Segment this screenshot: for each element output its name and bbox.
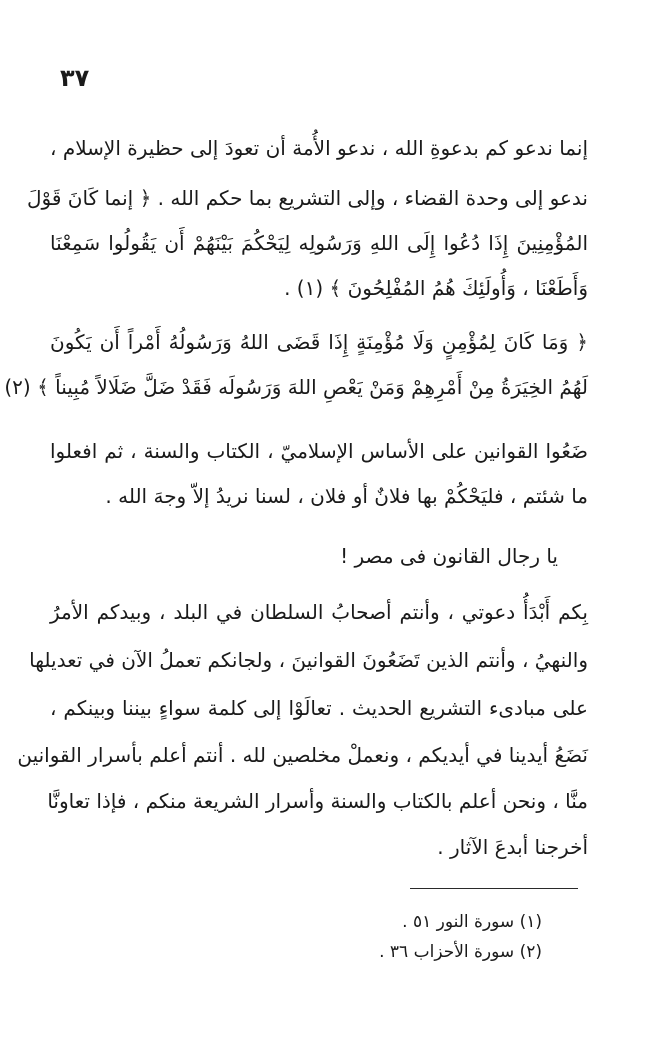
footnote: (٢) سورة الأحزاب ٣٦ . xyxy=(379,942,542,962)
text-line: على مبادىء التشريع الحديث . تعالَوْا إلى كلمة سواءٍ بيننا وبينكم ، xyxy=(50,696,588,720)
text-line: ضَعُوا القوانين على الأساس الإسلاميّ ، الكتاب والسنة ، ثم افعلوا xyxy=(50,439,588,463)
footnote: (١) سورة النور ٥١ . xyxy=(402,912,542,932)
text-line: إنما ندعو كم بدعوةِ الله ، ندعو الأُمة أن تعودَ إلى حظيرة الإسلام ، xyxy=(50,136,588,160)
text-line: نَضَعُ أيدينا في أيديكم ، ونعملْ مخلصين لله . أنتم أعلم بأسرار القوانين xyxy=(17,743,588,767)
text-line: ما شئتم ، فليَحْكُمْ بها فلانٌ أو فلان ، لسنا نريدُ إلاّ وجهَ الله . xyxy=(105,484,588,508)
section-heading: يا رجال القانون فى مصر ! xyxy=(340,544,558,568)
quran-verse-line: لَهُمُ الخِيَرَةُ مِنْ أَمْرِهِمْ وَمَنْ يَعْصِ اللهَ وَرَسُولَه فَقَدْ ضَلَّ ضَلَالاً مُبِيناً ﴾ (٢) xyxy=(4,375,588,399)
page-number: ٣٧ xyxy=(60,64,90,92)
quran-verse-line: ﴿ وَمَا كَانَ لِمُؤْمِنٍ وَلَا مُؤْمِنَةٍ إِذَا قَضَى اللهُ وَرَسُولُهُ أَمْراً أَن يَكُونَ xyxy=(50,330,588,354)
text-line: بِكم أَبْدَأُ دعوتي ، وأنتم أصحابُ السلطان في البلد ، وبيدكم الأمرُ xyxy=(50,600,588,624)
quran-verse-line: وَأَطَعْنَا ، وَأُولَئِكَ هُمُ المُفْلِحُونَ ﴾ (١) . xyxy=(284,276,588,300)
text-line: والنهيُ ، وأنتم الذين تَضَعُونَ القوانينَ ، ولجانكم تعملُ الآن في تعديلها xyxy=(29,648,588,672)
footnote-divider xyxy=(410,888,578,889)
text-line: منَّا ، ونحن أعلم بالكتاب والسنة وأسرار الشريعة منكم ، فإذا تعاونَّا xyxy=(47,789,588,813)
quran-verse-line: المُؤْمِنِينَ إِذَا دُعُوا إِلَى اللهِ وَرَسُولِه لِيَحْكُمَ بَيْنَهُمْ أَن يَقُولُوا سَمِعْنَا xyxy=(50,231,588,255)
text-line: ندعو إلى وحدة القضاء ، وإلى التشريع بما حكم الله . ﴿ إنما كَانَ قَوْلَ xyxy=(27,186,588,210)
text-line: أخرجنا أبدعَ الآثار . xyxy=(437,835,588,859)
